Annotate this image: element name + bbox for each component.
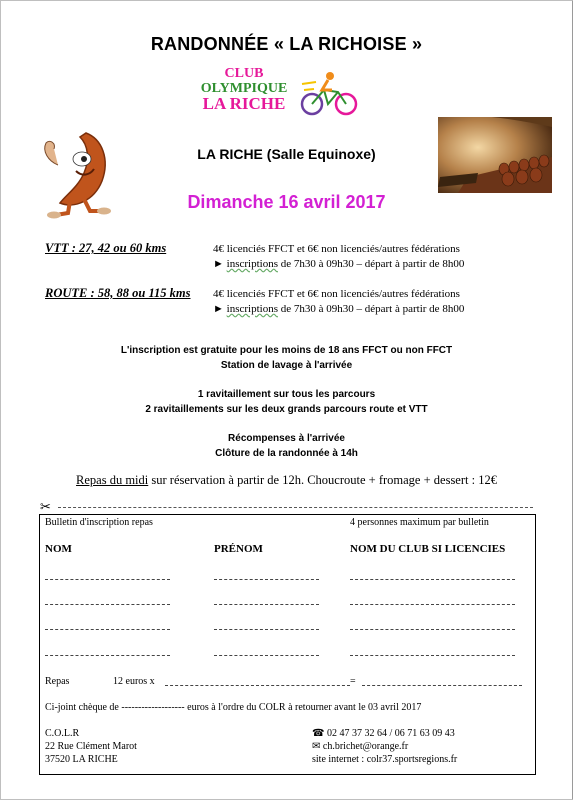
info-closing: Clôture de la randonnée à 14h	[215, 448, 358, 459]
column-nom: NOM	[45, 543, 72, 555]
phone-icon: ☎	[312, 728, 325, 739]
meal-line: Repas du midi sur réservation à partir de 12h. Choucroute + fromage + dessert : 12€	[76, 473, 497, 487]
registration-form	[39, 514, 536, 775]
logo-line-3: LA RICHE	[202, 94, 286, 113]
route-inscriptions: ► inscriptions de 7h30 à 09h30 – départ à partir de 8h00	[213, 303, 465, 315]
arrow-icon: ►	[213, 303, 224, 315]
info-refreshment-2: 2 ravitaillements sur les deux grands parcours route et VTT	[145, 404, 428, 415]
vtt-label: VTT : 27, 42 ou 60 kms	[45, 241, 167, 255]
name-field-3[interactable]	[45, 629, 170, 630]
club-field-4[interactable]	[350, 655, 515, 656]
event-date: Dimanche 16 avril 2017	[187, 192, 386, 212]
page-title: RANDONNÉE « LA RICHOISE »	[150, 34, 423, 54]
scissors-icon: ✂	[40, 499, 51, 514]
route-label: ROUTE : 58, 88 ou 115 kms	[45, 286, 191, 300]
cheque-line: Ci-joint chèque de ------------------- euros à l'ordre du COLR à retourner avant le 03 avril 2017	[45, 702, 422, 713]
email-line	[312, 741, 408, 752]
name-field-2[interactable]	[45, 604, 170, 605]
club-field-3[interactable]	[350, 629, 515, 630]
repas-total-field[interactable]	[362, 685, 522, 686]
club-logo	[180, 66, 365, 118]
info-rewards: Récompenses à l'arrivée	[228, 433, 345, 444]
club-field-2[interactable]	[350, 604, 515, 605]
repas-price: 12 euros x	[113, 676, 155, 687]
venue: LA RICHE (Salle Equinoxe)	[197, 146, 376, 162]
name-field-1[interactable]	[45, 579, 170, 580]
firstname-field-4[interactable]	[214, 655, 319, 656]
column-club: NOM DU CLUB SI LICENCIES	[350, 543, 506, 555]
info-refreshment-1: 1 ravitaillement sur tous les parcours	[197, 389, 376, 400]
info-free-entry: L'inscription est gratuite pour les moins de 18 ans FFCT ou non FFCT	[120, 345, 453, 356]
repas-quantity-field[interactable]	[165, 685, 350, 686]
logo-line-1: CLUB	[224, 66, 264, 81]
phone-line: ☎ 02 47 37 32 64 / 06 71 63 09 43	[312, 728, 455, 739]
firstname-field-3[interactable]	[214, 629, 319, 630]
arrow-icon: ►	[213, 258, 224, 270]
address-line-3: 37520 LA RICHE	[45, 754, 118, 765]
repas-equals: =	[350, 676, 356, 687]
address-line-2: 22 Rue Clément Marot	[45, 741, 137, 752]
mail-icon: ✉	[312, 741, 321, 752]
logo-line-2: OLYMPIQUE	[200, 81, 288, 96]
form-max-people: 4 personnes maximum par bulletin	[350, 517, 489, 528]
cyclist-icon	[298, 68, 362, 116]
email-link[interactable]: ch.brichet@orange.fr	[322, 741, 409, 752]
route-price: 4€ licenciés FFCT et 6€ non licenciés/autres fédérations	[213, 288, 460, 300]
vtt-price: 4€ licenciés FFCT et 6€ non licenciés/autres fédérations	[213, 243, 460, 255]
repas-label: Repas	[45, 676, 70, 687]
column-prenom: PRÉNOM	[214, 543, 263, 555]
firstname-field-2[interactable]	[214, 604, 319, 605]
name-field-4[interactable]	[45, 655, 170, 656]
website-line: site internet : colr37.sportsregions.fr	[312, 754, 458, 765]
vtt-inscriptions: ► inscriptions de 7h30 à 09h30 – départ à partir de 8h00	[213, 258, 465, 270]
address-line-1: C.O.L.R	[45, 728, 80, 739]
cut-line	[58, 507, 533, 508]
info-wash-station: Station de lavage à l'arrivée	[220, 360, 353, 371]
club-field-1[interactable]	[350, 579, 515, 580]
firstname-field-1[interactable]	[214, 579, 319, 580]
form-heading: Bulletin d'inscription repas	[45, 517, 153, 528]
